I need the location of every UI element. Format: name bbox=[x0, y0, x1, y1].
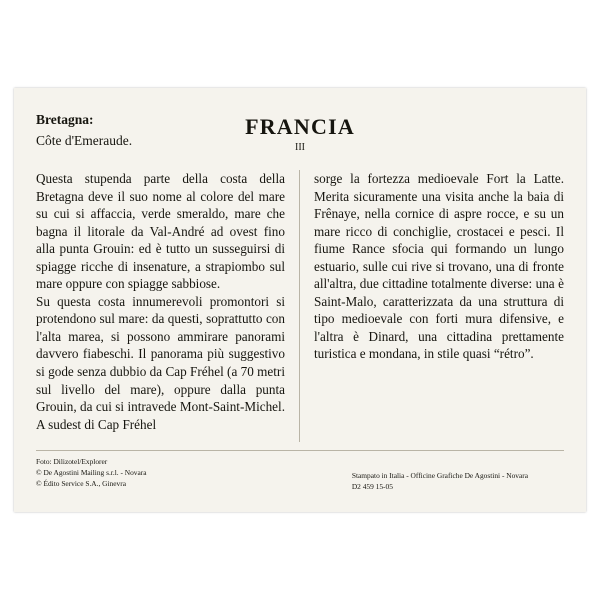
page-number: III bbox=[295, 142, 305, 153]
text-columns bbox=[36, 170, 564, 442]
column-left bbox=[36, 170, 300, 442]
title-block bbox=[36, 106, 564, 162]
page-title: FRANCIA bbox=[245, 114, 355, 139]
print-info: Stampato in Italia - Officine Grafiche De Agostini - Novara bbox=[351, 470, 528, 480]
copyright-line-2: © Édito Service S.A., Ginevra bbox=[36, 479, 126, 488]
photo-credit: Foto: Dilizotel/Explorer bbox=[36, 456, 108, 466]
footer bbox=[36, 450, 564, 492]
region-block bbox=[36, 112, 256, 149]
copyright-line-1: © De Agostini Mailing s.r.l. - Novara bbox=[36, 467, 147, 477]
catalog-code: D2 459 15-05 bbox=[351, 481, 393, 491]
footer-print-info bbox=[352, 456, 564, 492]
footer-credits bbox=[36, 456, 147, 489]
postcard-back bbox=[14, 88, 586, 512]
region-subtitle: Côte d'Emeraude. bbox=[36, 133, 133, 148]
region-name: Bretagna: bbox=[36, 112, 94, 127]
paragraph: Questa stupenda parte della costa della Bretagna deve il suo nome al colore del mare su cui si affaccia, verde smeraldo, mare che bagna il litorale da Val-André ad ovest fino alla punta Grouin: ed è tutto un susseguirsi di spiagge ricche di insenature, a strapiombo sul mare oppure con spiagge sabbiose. bbox=[36, 171, 285, 292]
paragraph: Su questa costa innumerevoli promontori si protendono sul mare: da questi, soprattutto con l'alta marea, si possono ammirare panorami davvero fiabeschi. Il panorama più suggestivo si gode senza dubbio da Cap Fréhel (a 70 metri sul livello del mare), oppure dalla punta Grouin, da cui si intravede Mont-Saint-Michel. A sudest di Cap Fréhel bbox=[36, 293, 285, 432]
card-content bbox=[36, 106, 564, 498]
column-right bbox=[300, 170, 564, 442]
paragraph: sorge la fortezza medioevale Fort la Latte. Merita sicuramente una visita anche la baia di Frênaye, nella cornice di aspre rocce, e su un mare ricco di conchiglie, crostacei e pesci. Il fiume Rance sfocia qui formando un lungo estuario, sulle cui rive si trovano, una di fronte all'altra, due cittadine totalmente diverse: una è Saint-Malo, caratterizzata da una struttura di tipo medioevale con forti mura difensive, e l'altra è Dinard, una cittadina prettamente turistica e mondana, in stile quasi “rétro”. bbox=[314, 171, 564, 362]
